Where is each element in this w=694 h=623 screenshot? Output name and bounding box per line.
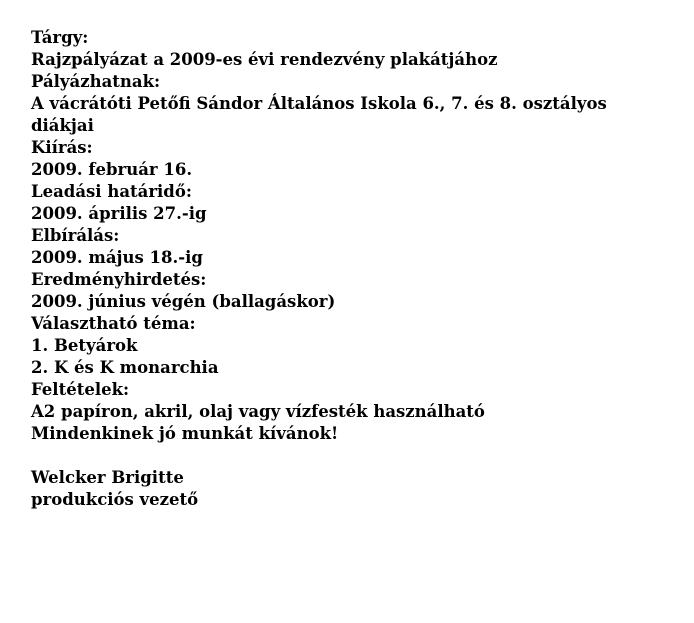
evaluation-label: Elbírálás: bbox=[31, 226, 120, 245]
applicants-value-line-2: diákjai bbox=[31, 116, 94, 135]
theme-item: 2. K és K monarchia bbox=[31, 358, 219, 377]
results-label: Eredményhirdetés: bbox=[31, 270, 207, 289]
document-body bbox=[31, 27, 681, 511]
evaluation-value: 2009. május 18.-ig bbox=[31, 248, 203, 267]
applicants-label: Pályázhatnak: bbox=[31, 72, 161, 91]
announcement-label: Kiírás: bbox=[31, 138, 93, 157]
signature-name: Welcker Brigitte bbox=[31, 468, 184, 487]
theme-item: 1. Betyárok bbox=[31, 336, 138, 355]
announcement-value: 2009. február 16. bbox=[31, 160, 193, 179]
results-value: 2009. június végén (ballagáskor) bbox=[31, 292, 336, 311]
blank-line bbox=[31, 445, 681, 467]
themes-label: Választható téma: bbox=[31, 314, 196, 333]
signature-title: produkciós vezető bbox=[31, 490, 199, 509]
conditions-label: Feltételek: bbox=[31, 380, 130, 399]
conditions-value: A2 papíron, akril, olaj vagy vízfesték használható bbox=[31, 402, 485, 421]
deadline-value: 2009. április 27.-ig bbox=[31, 204, 207, 223]
deadline-label: Leadási határidő: bbox=[31, 182, 192, 201]
applicants-value-line-1: A vácrátóti Petőfi Sándor Általános Iskola 6., 7. és 8. osztályos bbox=[31, 94, 607, 113]
subject-label: Tárgy: bbox=[31, 28, 89, 47]
subject-value: Rajzpályázat a 2009-es évi rendezvény plakátjához bbox=[31, 50, 498, 69]
closing-line: Mindenkinek jó munkát kívánok! bbox=[31, 424, 339, 443]
